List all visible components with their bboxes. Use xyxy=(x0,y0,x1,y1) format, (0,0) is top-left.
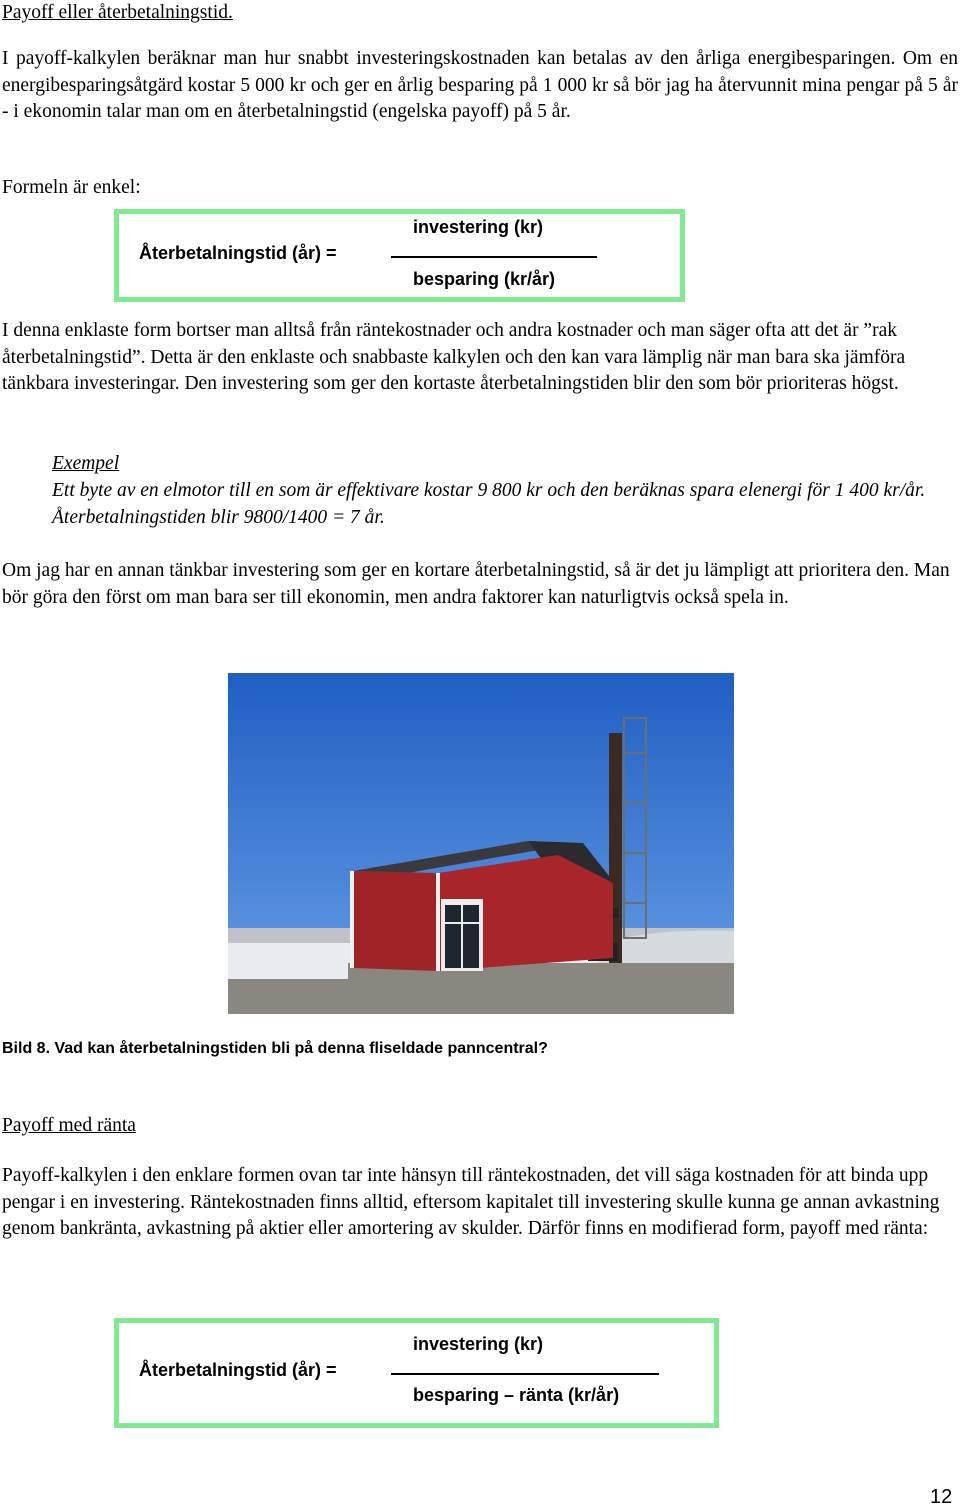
photo-drawing xyxy=(228,673,734,1014)
example-label: Exempel xyxy=(52,453,120,474)
formula-intro: Formeln är enkel: xyxy=(2,177,141,198)
boiler-house-photo xyxy=(228,673,734,1014)
example-text: Ett byte av en elmotor till en som är effektivare kostar 9 800 kr och den beräknas spara elenergi för 1 400 kr/år. Återbetalningstiden blir 9800/1400 = 7 år. xyxy=(52,480,926,528)
intro-paragraph: I payoff-kalkylen beräknar man hur snabbt investeringskostnaden kan betalas av den årliga energibesparingen. Om en energibesparingsåtgärd kostar 5 000 kr och ger en årlig besparing på 1 000 kr så bör jag ha återvunnit mina pengar på 5 år - i ekonomin talar man om en återbetalningstid (engelska payoff) på 5 år. xyxy=(2,48,958,122)
figure-caption: Bild 8. Vad kan återbetalningstiden bli på denna fliseldade panncentral? xyxy=(2,1040,548,1057)
formula-numerator: investering (kr) xyxy=(413,217,544,237)
fraction-line-2 xyxy=(391,1373,659,1375)
formula-denominator: besparing (kr/år) xyxy=(413,269,556,289)
page-number: 12 xyxy=(930,1486,953,1508)
formula-box xyxy=(114,209,685,302)
explanation-paragraph: I denna enklaste form bortser man alltså från räntekostnader och andra kostnader och man säger ofta att det är ”rak återbetalningstid”. Detta är den enklaste och snabbaste kalkylen och den kan vara lämplig när man bara ska jämföra tänkbara investeringar. Den investering som ger den kortaste återbetalningstiden blir den som bör prioriteras högst. xyxy=(2,320,906,394)
formula-lhs: Återbetalningstid (år) = xyxy=(139,243,337,263)
section-heading: Payoff eller återbetalningstid. xyxy=(2,2,233,23)
formula2-numerator: investering (kr) xyxy=(413,1334,544,1354)
fraction-line xyxy=(391,256,597,258)
interest-paragraph: Payoff-kalkylen i den enklare formen ovan tar inte hänsyn till räntekostnaden, det vill säga kostnaden för att binda upp pengar i en investering. Räntekostnaden finns alltid, eftersom kapitalet till investering skulle kunna ge annan avkastning genom bankränta, avkastning på aktier eller amortering av skulder. Därför finns en modifierad form, payoff med ränta: xyxy=(2,1165,940,1239)
prioritize-paragraph: Om jag har en annan tänkbar investering som ger en kortare återbetalningstid, så är det ju lämpligt att prioritera den. Man bör göra den först om man bara ser till ekonomin, men andra faktorer kan naturligtvis också spela in. xyxy=(2,560,950,608)
formula2-lhs: Återbetalningstid (år) = xyxy=(139,1360,337,1380)
formula2-denominator: besparing – ränta (kr/år) xyxy=(413,1385,620,1405)
formula-box-interest xyxy=(114,1318,719,1428)
section-heading-interest: Payoff med ränta xyxy=(2,1115,136,1136)
